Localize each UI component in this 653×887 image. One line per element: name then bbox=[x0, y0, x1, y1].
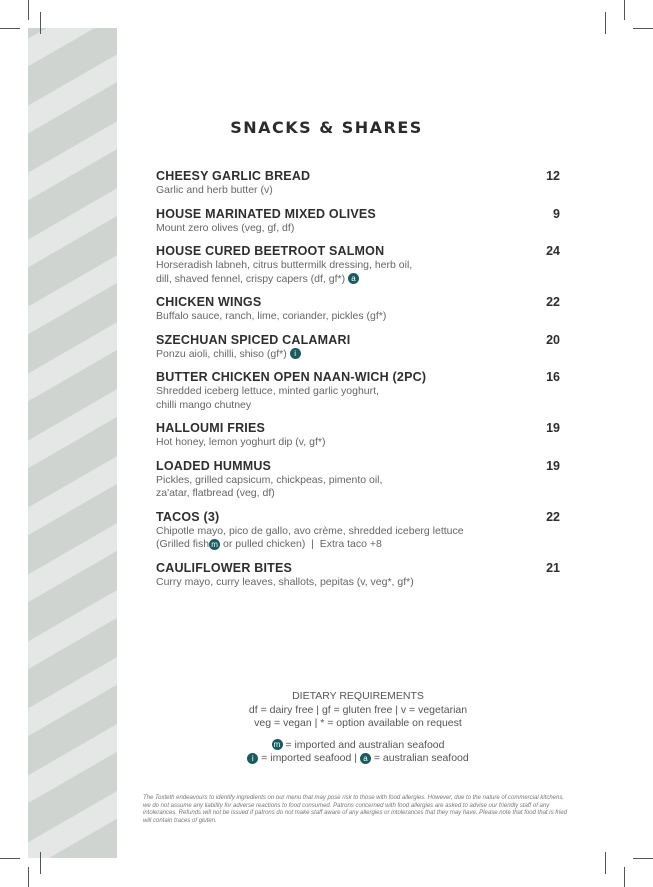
item-description-text: Ponzu aioli, chilli, shiso (gf*) bbox=[156, 347, 287, 360]
item-description-line: Chipotle mayo, pico de gallo, avo crème, shredded iceberg lettuce bbox=[156, 524, 464, 537]
dietary-line bbox=[0, 752, 653, 766]
item-name: HALLOUMI FRIES bbox=[156, 421, 266, 435]
crop-mark bbox=[28, 0, 29, 20]
item-price: 19 bbox=[546, 458, 560, 473]
item-description: Curry mayo, curry leaves, shallots, pepitas (v, veg*, gf*) bbox=[156, 575, 414, 588]
dietary-requirements bbox=[0, 690, 653, 766]
menu-list bbox=[156, 169, 560, 598]
item-name: HOUSE CURED BEETROOT SALMON bbox=[156, 244, 385, 258]
menu-section-title: SNACKS & SHARES bbox=[230, 118, 423, 137]
item-price: 16 bbox=[546, 370, 560, 384]
item-description-line: za'atar, flatbread (veg, df) bbox=[156, 487, 275, 499]
item-description-text: or pulled chicken) | Extra taco +8 bbox=[220, 538, 382, 550]
item-name: LOADED HUMMUS bbox=[156, 458, 272, 473]
item-price: 24 bbox=[546, 244, 560, 258]
dietary-text: = imported and australian seafood bbox=[282, 738, 445, 751]
item-name: BUTTER CHICKEN OPEN NAAN-WICH (2PC) bbox=[156, 370, 427, 384]
item-price: 22 bbox=[546, 295, 560, 309]
crop-mark bbox=[0, 28, 20, 29]
menu-item bbox=[156, 333, 560, 362]
item-name: CAULIFLOWER BITES bbox=[156, 560, 293, 575]
menu-item bbox=[156, 295, 560, 324]
item-description-line: Horseradish labneh, citrus buttermilk dressing, herb oil, bbox=[156, 259, 413, 271]
item-description bbox=[156, 525, 560, 552]
item-description: Garlic and herb butter (v) bbox=[156, 184, 273, 196]
menu-item bbox=[156, 510, 560, 552]
item-description bbox=[156, 474, 560, 501]
crop-mark bbox=[605, 12, 606, 34]
item-price: 21 bbox=[546, 560, 560, 575]
crop-mark bbox=[40, 852, 41, 874]
item-name: HOUSE MARINATED MIXED OLIVES bbox=[156, 206, 376, 221]
item-price: 12 bbox=[546, 169, 560, 183]
item-description bbox=[156, 385, 560, 412]
menu-item bbox=[156, 244, 560, 286]
item-price: 19 bbox=[546, 421, 560, 435]
item-name: SZECHUAN SPICED CALAMARI bbox=[156, 332, 351, 347]
allergy-disclaimer: The Toxteth endeavours to identify ingredients on our menu that may pose risk to those with food allergies. However, due to the nature of commercial kitchens, we do not assume any liability for adverse reactions to food consumed. Patrons concerned with food allergies are asked to advise our friendly staff of any intolerances. Refunds will not be issued if patrons do not make staff aware of any allergies or intolerances that they may have. Please note that food that is fried will contain traces of gluten. bbox=[143, 795, 567, 824]
menu-item bbox=[156, 370, 560, 412]
item-description: Mount zero olives (veg, gf, df) bbox=[156, 221, 295, 234]
item-description-line: Pickles, grilled capsicum, chickpeas, pimento oil, bbox=[156, 473, 383, 486]
crop-mark bbox=[28, 867, 29, 887]
item-description-text: (Grilled fish bbox=[156, 538, 210, 550]
item-price: 20 bbox=[546, 332, 560, 347]
item-name: CHICKEN WINGS bbox=[156, 295, 262, 309]
item-price: 22 bbox=[546, 509, 560, 524]
crop-mark bbox=[40, 12, 41, 34]
australian-seafood-badge: a bbox=[360, 753, 371, 764]
dietary-text: = australian seafood bbox=[370, 752, 469, 764]
item-price: 9 bbox=[553, 206, 560, 221]
australian-seafood-badge: a bbox=[348, 273, 359, 284]
item-name: CHEESY GARLIC BREAD bbox=[156, 169, 311, 183]
menu-item bbox=[156, 169, 560, 198]
dietary-text: = imported seafood | bbox=[258, 752, 360, 764]
crop-mark bbox=[0, 858, 20, 859]
item-description-line: chilli mango chutney bbox=[156, 398, 252, 411]
menu-item bbox=[156, 561, 560, 590]
dietary-line: df = dairy free | gf = gluten free | v = vegetarian bbox=[248, 703, 468, 716]
item-description-line bbox=[156, 538, 560, 552]
crop-mark bbox=[605, 852, 606, 874]
item-description-line: Shredded iceberg lettuce, minted garlic yoghurt, bbox=[156, 385, 379, 397]
menu-item bbox=[156, 421, 560, 450]
item-name: TACOS (3) bbox=[156, 509, 220, 524]
dietary-heading: DIETARY REQUIREMENTS bbox=[292, 690, 424, 702]
imported-seafood-badge: i bbox=[290, 348, 301, 359]
crop-mark bbox=[633, 28, 653, 29]
crop-mark bbox=[624, 0, 625, 20]
menu-item bbox=[156, 207, 560, 236]
item-description: Hot honey, lemon yoghurt dip (v, gf*) bbox=[156, 436, 326, 448]
item-description: Buffalo sauce, ranch, lime, coriander, pickles (gf*) bbox=[156, 310, 387, 322]
imported-australian-seafood-badge: m bbox=[272, 739, 283, 750]
item-description-text: dill, shaved fennel, crispy capers (df, gf*) bbox=[156, 272, 346, 285]
imported-australian-seafood-badge: m bbox=[209, 539, 220, 550]
item-description-line bbox=[156, 273, 560, 287]
menu-item bbox=[156, 459, 560, 501]
crop-mark bbox=[633, 858, 653, 859]
dietary-line bbox=[0, 739, 653, 753]
item-description bbox=[156, 259, 560, 286]
item-description bbox=[156, 348, 560, 362]
dietary-line: veg = vegan | * = option available on request bbox=[254, 717, 462, 729]
imported-seafood-badge: i bbox=[247, 753, 258, 764]
crop-mark bbox=[624, 867, 625, 887]
